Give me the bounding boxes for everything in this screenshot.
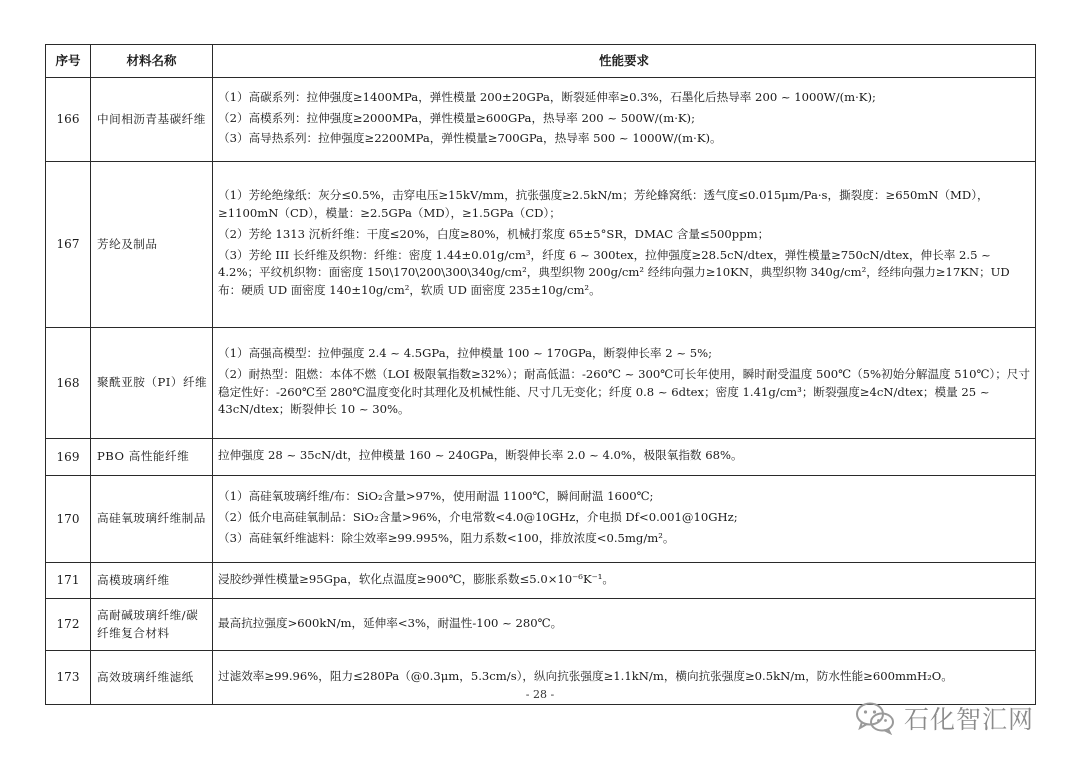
row-material-name: 聚酰亚胺（PI）纤维 — [91, 328, 213, 439]
row-serial-no: 168 — [46, 328, 91, 439]
requirement-line: 最高抗拉强度>600kN/m，延伸率<3%，耐温性-100 ~ 280℃。 — [218, 615, 563, 630]
watermark — [854, 700, 1034, 736]
watermark-text: 石化智汇网 — [904, 705, 1035, 734]
row-requirements — [213, 439, 1036, 476]
row-material-name: 高模玻璃纤维 — [91, 563, 213, 599]
requirement-line: （1）高碳系列：拉伸强度≥1400MPa，弹性模量 200±20GPa，断裂延伸率≥0.3%，石墨化后热导率 200 ~ 1000W/(m·K); — [218, 89, 876, 104]
requirement-line: （2）芳纶 1313 沉析纤维：干度≤20%，白度≥80%，机械打浆度 65±5°SR，DMAC 含量≤500ppm； — [218, 226, 770, 241]
row-serial-no: 170 — [46, 476, 91, 563]
page-number: - 28 - — [525, 688, 555, 701]
requirement-line: （2）低介电高硅氧制品：SiO₂含量>96%，介电常数<4.0@10GHz，介电损 Df<0.001@10GHz; — [218, 510, 738, 525]
table-row — [46, 599, 1036, 651]
row-serial-no: 171 — [46, 563, 91, 599]
header-requirements: 性能要求 — [213, 45, 1036, 78]
row-material-name: 芳纶及制品 — [91, 162, 213, 328]
requirement-line: 过滤效率≥99.96%，阻力≤280Pa（@0.3μm，5.3cm/s），纵向抗张强度≥1.1kN/m，横向抗张强度≥0.5kN/m，防水性能≥600mmH₂O。 — [218, 668, 953, 683]
row-material-name: 中间相沥青基碳纤维 — [91, 78, 213, 162]
table-row — [46, 328, 1036, 439]
row-material-name: 高硅氧玻璃纤维制品 — [91, 476, 213, 563]
row-requirements — [213, 328, 1036, 439]
requirement-line: 拉伸强度 28 ~ 35cN/dt，拉伸模量 160 ~ 240GPa，断裂伸长率 2.0 ~ 4.0%，极限氧指数 68%。 — [218, 448, 743, 463]
row-material-name: PBO 高性能纤维 — [91, 439, 213, 476]
requirement-line: （1）高强高模型：拉伸强度 2.4 ~ 4.5GPa，拉伸模量 100 ~ 170GPa，断裂伸长率 2 ~ 5%; — [218, 345, 713, 360]
row-requirements — [213, 78, 1036, 162]
row-requirements — [213, 162, 1036, 328]
row-requirements — [213, 599, 1036, 651]
performance-requirements-table — [45, 44, 1036, 705]
row-serial-no: 169 — [46, 439, 91, 476]
row-material-name: 高耐碱玻璃纤维/碳纤维复合材料 — [91, 599, 213, 651]
header-material-name: 材料名称 — [91, 45, 213, 78]
row-serial-no: 167 — [46, 162, 91, 328]
requirement-line: 浸胶纱弹性模量≥95Gpa，软化点温度≥900℃，膨胀系数≤5.0×10⁻⁶K⁻¹。 — [218, 571, 614, 586]
table-header-row — [46, 45, 1036, 78]
row-serial-no: 172 — [46, 599, 91, 651]
table-row — [46, 476, 1036, 563]
requirement-line: （2）高模系列：拉伸强度≥2000MPa，弹性模量≥600GPa，热导率 200 ~ 500W/(m·K); — [218, 110, 695, 125]
table-row — [46, 78, 1036, 162]
table-row — [46, 563, 1036, 599]
row-requirements — [213, 563, 1036, 599]
wechat-icon — [854, 701, 896, 735]
requirement-line: （2）耐热型：阻燃：本体不燃（LOI 极限氧指数≥32%）；耐高低温：-260℃ ~ 300℃可长年使用，瞬时耐受温度 500℃（5%初始分解温度 510℃）；尺寸稳定性好：-260℃至 280℃温度变化时其理化及机械性能、尺寸几无变化；纤度 0.8 ~ 6dtex；密度 1.41g/cm³；断裂强度≥4cN/dtex；模量 25 ~ 43cN/dtex；断裂伸长 10 ~ 30%。 — [218, 366, 1030, 417]
requirement-line: （1）芳纶绝缘纸：灰分≤0.5%，击穿电压≥15kV/mm，抗张强度≥2.5kN/m；芳纶蜂窝纸：透气度≤0.015μm/Pa·s，撕裂度：≥650mN（MD），≥1100mN（CD），模量：≥2.5GPa（MD），≥1.5GPa（CD）； — [218, 187, 989, 220]
requirement-line: （3）高导热系列：拉伸强度≥2200MPa，弹性模量≥700GPa，热导率 500 ~ 1000W/(m·K)。 — [218, 131, 722, 146]
row-serial-no: 166 — [46, 78, 91, 162]
row-serial-no: 173 — [46, 651, 91, 705]
requirement-line: （1）高硅氧玻璃纤维/布：SiO₂含量>97%，使用耐温 1100℃，瞬间耐温 1600℃; — [218, 489, 654, 504]
table-row — [46, 162, 1036, 328]
header-serial-no: 序号 — [46, 45, 91, 78]
requirement-line: （3）高硅氧纤维滤料：除尘效率≥99.995%，阻力系数<100，排放浓度<0.5mg/m²。 — [218, 530, 675, 545]
row-material-name: 高效玻璃纤维滤纸 — [91, 651, 213, 705]
requirement-line: （3）芳纶 III 长纤维及织物：纤维：密度 1.44±0.01g/cm³，纤度 6 ~ 300tex，拉伸强度≥28.5cN/dtex，弹性模量≥750cN/dtex，伸长率 2.5 ~ 4.2%；平纹机织物：面密度 150\170\200\300\340g/cm²，典型织物 200g/cm² 经纬向强力≥10KN，典型织物 340g/cm²，经纬向强力≥17KN；UD 布：硬质 UD 面密度 140±10g/cm²，软质 UD 面密度 235±10g/cm²。 — [218, 247, 1010, 298]
row-requirements — [213, 476, 1036, 563]
table-row — [46, 439, 1036, 476]
